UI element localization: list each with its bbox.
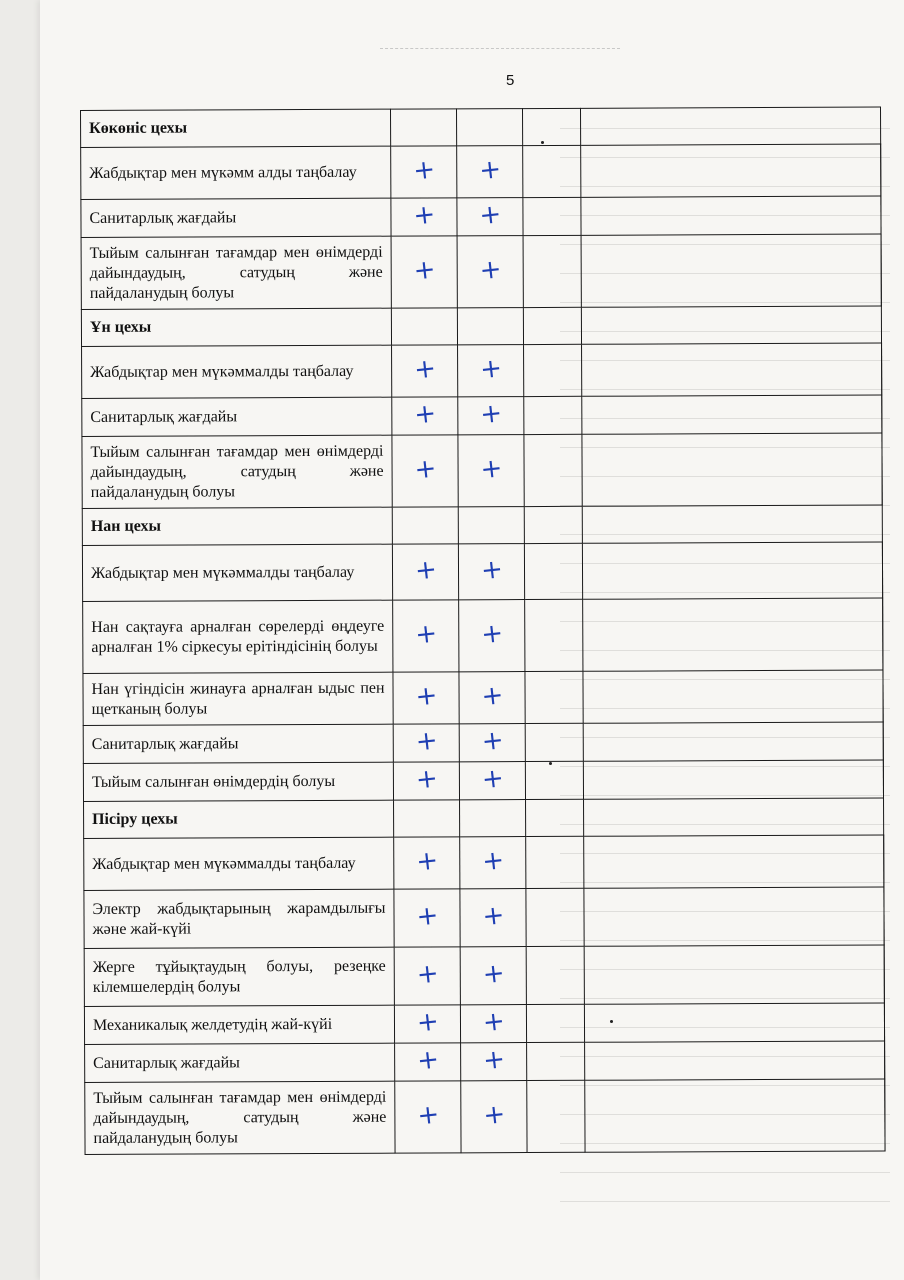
mark-cell [458,345,524,397]
section-header-cell [580,107,880,145]
check-mark: + [413,762,439,796]
mark-cell [393,724,459,762]
mark-cell [583,670,883,723]
check-mark: + [478,452,504,485]
section-header-cell [394,800,460,837]
criterion-text: Санитарлық жағдайы [82,397,392,436]
table-row [84,1003,884,1044]
check-mark: + [412,397,438,431]
section-header-cell [391,308,457,345]
mark-cell [583,598,883,671]
check-mark: + [479,679,505,712]
check-mark: + [478,352,504,385]
check-mark: + [412,352,438,386]
section-header-cell [456,109,522,146]
criterion-text: Санитарлық жағдайы [83,724,393,763]
check-mark: + [413,553,438,587]
section-header-cell [392,507,458,544]
check-mark: + [412,452,438,486]
check-mark: + [415,1098,441,1132]
table-row [84,945,884,1006]
section-header-cell [523,307,581,344]
section-header-cell [582,505,882,543]
mark-cell [585,1079,885,1152]
mark-cell [526,888,584,946]
mark-cell [459,762,525,800]
mark-cell [392,345,458,397]
mark-cell [523,197,581,235]
mark-cell [394,1005,460,1043]
criterion-text: Тыйым салынған тағамдар мен өнімдерді дайындаудың, сатудың және пайдаланудың болуы [82,435,392,508]
check-mark: + [414,844,440,878]
mark-cell [461,1043,527,1081]
table-row [81,144,881,199]
mark-cell [584,835,884,888]
check-mark: + [477,198,503,231]
mark-cell [584,945,884,1004]
section-header-cell [522,108,580,145]
criterion-text: Тыйым салынған өнімдердің болуы [83,762,393,801]
criterion-text: Санитарлық жағдайы [85,1043,395,1082]
ink-dot [549,762,552,765]
section-title: Көкөніс цехы [81,109,391,147]
table-row [84,887,884,948]
mark-cell [581,234,881,307]
mark-cell [527,1080,585,1152]
check-mark: + [415,1005,440,1039]
mark-cell [395,1081,461,1153]
section-header-cell [390,109,456,146]
check-mark: + [411,253,437,287]
ink-dot [610,1020,613,1023]
mark-cell [393,672,459,724]
mark-cell [394,947,460,1005]
mark-cell [525,761,583,799]
mark-cell [460,1005,526,1043]
mark-cell [526,946,584,1004]
section-header-cell [460,800,526,837]
mark-cell [582,542,882,599]
mark-cell [458,397,524,435]
mark-cell [525,599,583,671]
mark-cell [459,672,525,724]
criterion-text: Жерге тұйықтаудың болуы, резеңке кілемшелердің болуы [84,947,394,1006]
section-title: Нан цехы [82,507,392,545]
mark-cell [394,889,460,947]
criterion-text: Тыйым салынған тағамдар мен өнімдерді дайындаудың, сатудың және пайдаланудың болуы [81,236,391,309]
criterion-text: Жабдықтар мен мүкәммалды таңбалау [84,837,394,890]
table-row [84,835,884,890]
criterion-text: Нан сақтауға арналған сөрелерді өңдеуге арналған 1% сіркесуы ерітіндісінің болуы [83,600,393,673]
mark-cell [524,396,582,434]
check-mark: + [415,1043,441,1077]
table-row [82,343,882,398]
check-mark: + [477,253,503,286]
mark-cell [395,1043,461,1081]
criterion-text: Жабдықтар мен мүкәммалды таңбалау [82,544,392,601]
check-mark: + [414,957,440,991]
mark-cell [392,435,458,507]
mark-cell [391,236,457,308]
section-header-cell [526,799,584,836]
mark-cell [582,395,882,434]
mark-cell [391,146,457,198]
mark-cell [458,435,524,507]
check-mark: + [413,724,439,758]
mark-cell [523,235,581,307]
check-mark: + [481,1043,507,1076]
section-header-row [82,505,882,545]
check-mark: + [411,153,437,187]
mark-cell [393,762,459,800]
criterion-text: Жабдықтар мен мүкәммалды таңбалау [82,345,392,398]
mark-cell [391,198,457,236]
section-header-row [81,107,881,147]
mark-cell [460,889,526,947]
header-line [380,48,620,49]
mark-cell [523,145,581,197]
mark-cell [524,434,582,506]
section-header-row [84,798,884,838]
check-mark: + [479,762,505,795]
mark-cell [525,671,583,723]
mark-cell [392,397,458,435]
check-mark: + [480,844,506,877]
section-title: Ұн цехы [81,308,391,346]
mark-cell [394,837,460,889]
table-row [82,395,882,436]
mark-cell [527,1042,585,1080]
mark-cell [459,600,525,672]
check-mark: + [413,679,439,713]
criterion-text: Жабдықтар мен мүкәмм алды таңбалау [81,146,391,199]
mark-cell [460,947,526,1005]
section-header-row [81,306,881,346]
mark-cell [524,543,582,599]
mark-cell [525,723,583,761]
criterion-text: Механикалық желдетудің жай-күйі [84,1005,394,1044]
section-header-cell [458,507,524,544]
mark-cell [584,887,884,946]
mark-cell [583,722,883,761]
table-row [82,433,882,508]
mark-cell [457,146,523,198]
criterion-text: Нан үгіндісін жинауға арналған ыдыс пен щетканың болуы [83,672,393,725]
check-mark: + [479,617,505,650]
table-row [83,722,883,763]
check-mark: + [477,153,503,186]
section-header-cell [584,798,884,836]
mark-cell [585,1041,885,1080]
criterion-text: Санитарлық жағдайы [81,198,391,237]
mark-cell [582,343,882,396]
check-mark: + [411,198,437,232]
mark-cell [457,198,523,236]
mark-cell [393,600,459,672]
ink-dot [541,141,544,144]
check-mark: + [479,724,505,757]
table-row [85,1079,885,1154]
table-row [82,542,882,601]
mark-cell [459,724,525,762]
mark-cell [458,544,524,600]
section-header-cell [524,506,582,543]
checklist-table [80,107,886,1155]
criterion-text: Электр жабдықтарының жарамдылығы және жай-күйі [84,889,394,948]
table-row [83,760,883,801]
mark-cell [392,544,458,600]
table-row [81,196,881,237]
check-mark: + [481,1098,507,1131]
mark-cell [581,144,881,197]
mark-cell [460,837,526,889]
section-title: Пісіру цехы [84,800,394,838]
mark-cell [584,1003,884,1042]
check-mark: + [480,957,506,990]
section-header-cell [581,306,881,344]
check-mark: + [479,553,504,586]
section-header-cell [457,308,523,345]
table-row [81,234,881,309]
mark-cell [461,1081,527,1153]
mark-cell [526,836,584,888]
criterion-text: Тыйым салынған тағамдар мен өнімдерді дайындаудың, сатудың және пайдаланудың болуы [85,1081,395,1154]
check-mark: + [481,1005,506,1038]
mark-cell [526,1004,584,1042]
table-row [83,598,883,673]
mark-cell [583,760,883,799]
mark-cell [581,196,881,235]
page-number: 5 [506,72,515,89]
check-mark: + [478,397,504,430]
check-mark: + [414,899,440,933]
table-row [83,670,883,725]
check-mark: + [413,617,439,651]
check-mark: + [480,899,506,932]
mark-cell [524,344,582,396]
mark-cell [457,236,523,308]
mark-cell [582,433,882,506]
table-row [85,1041,885,1082]
